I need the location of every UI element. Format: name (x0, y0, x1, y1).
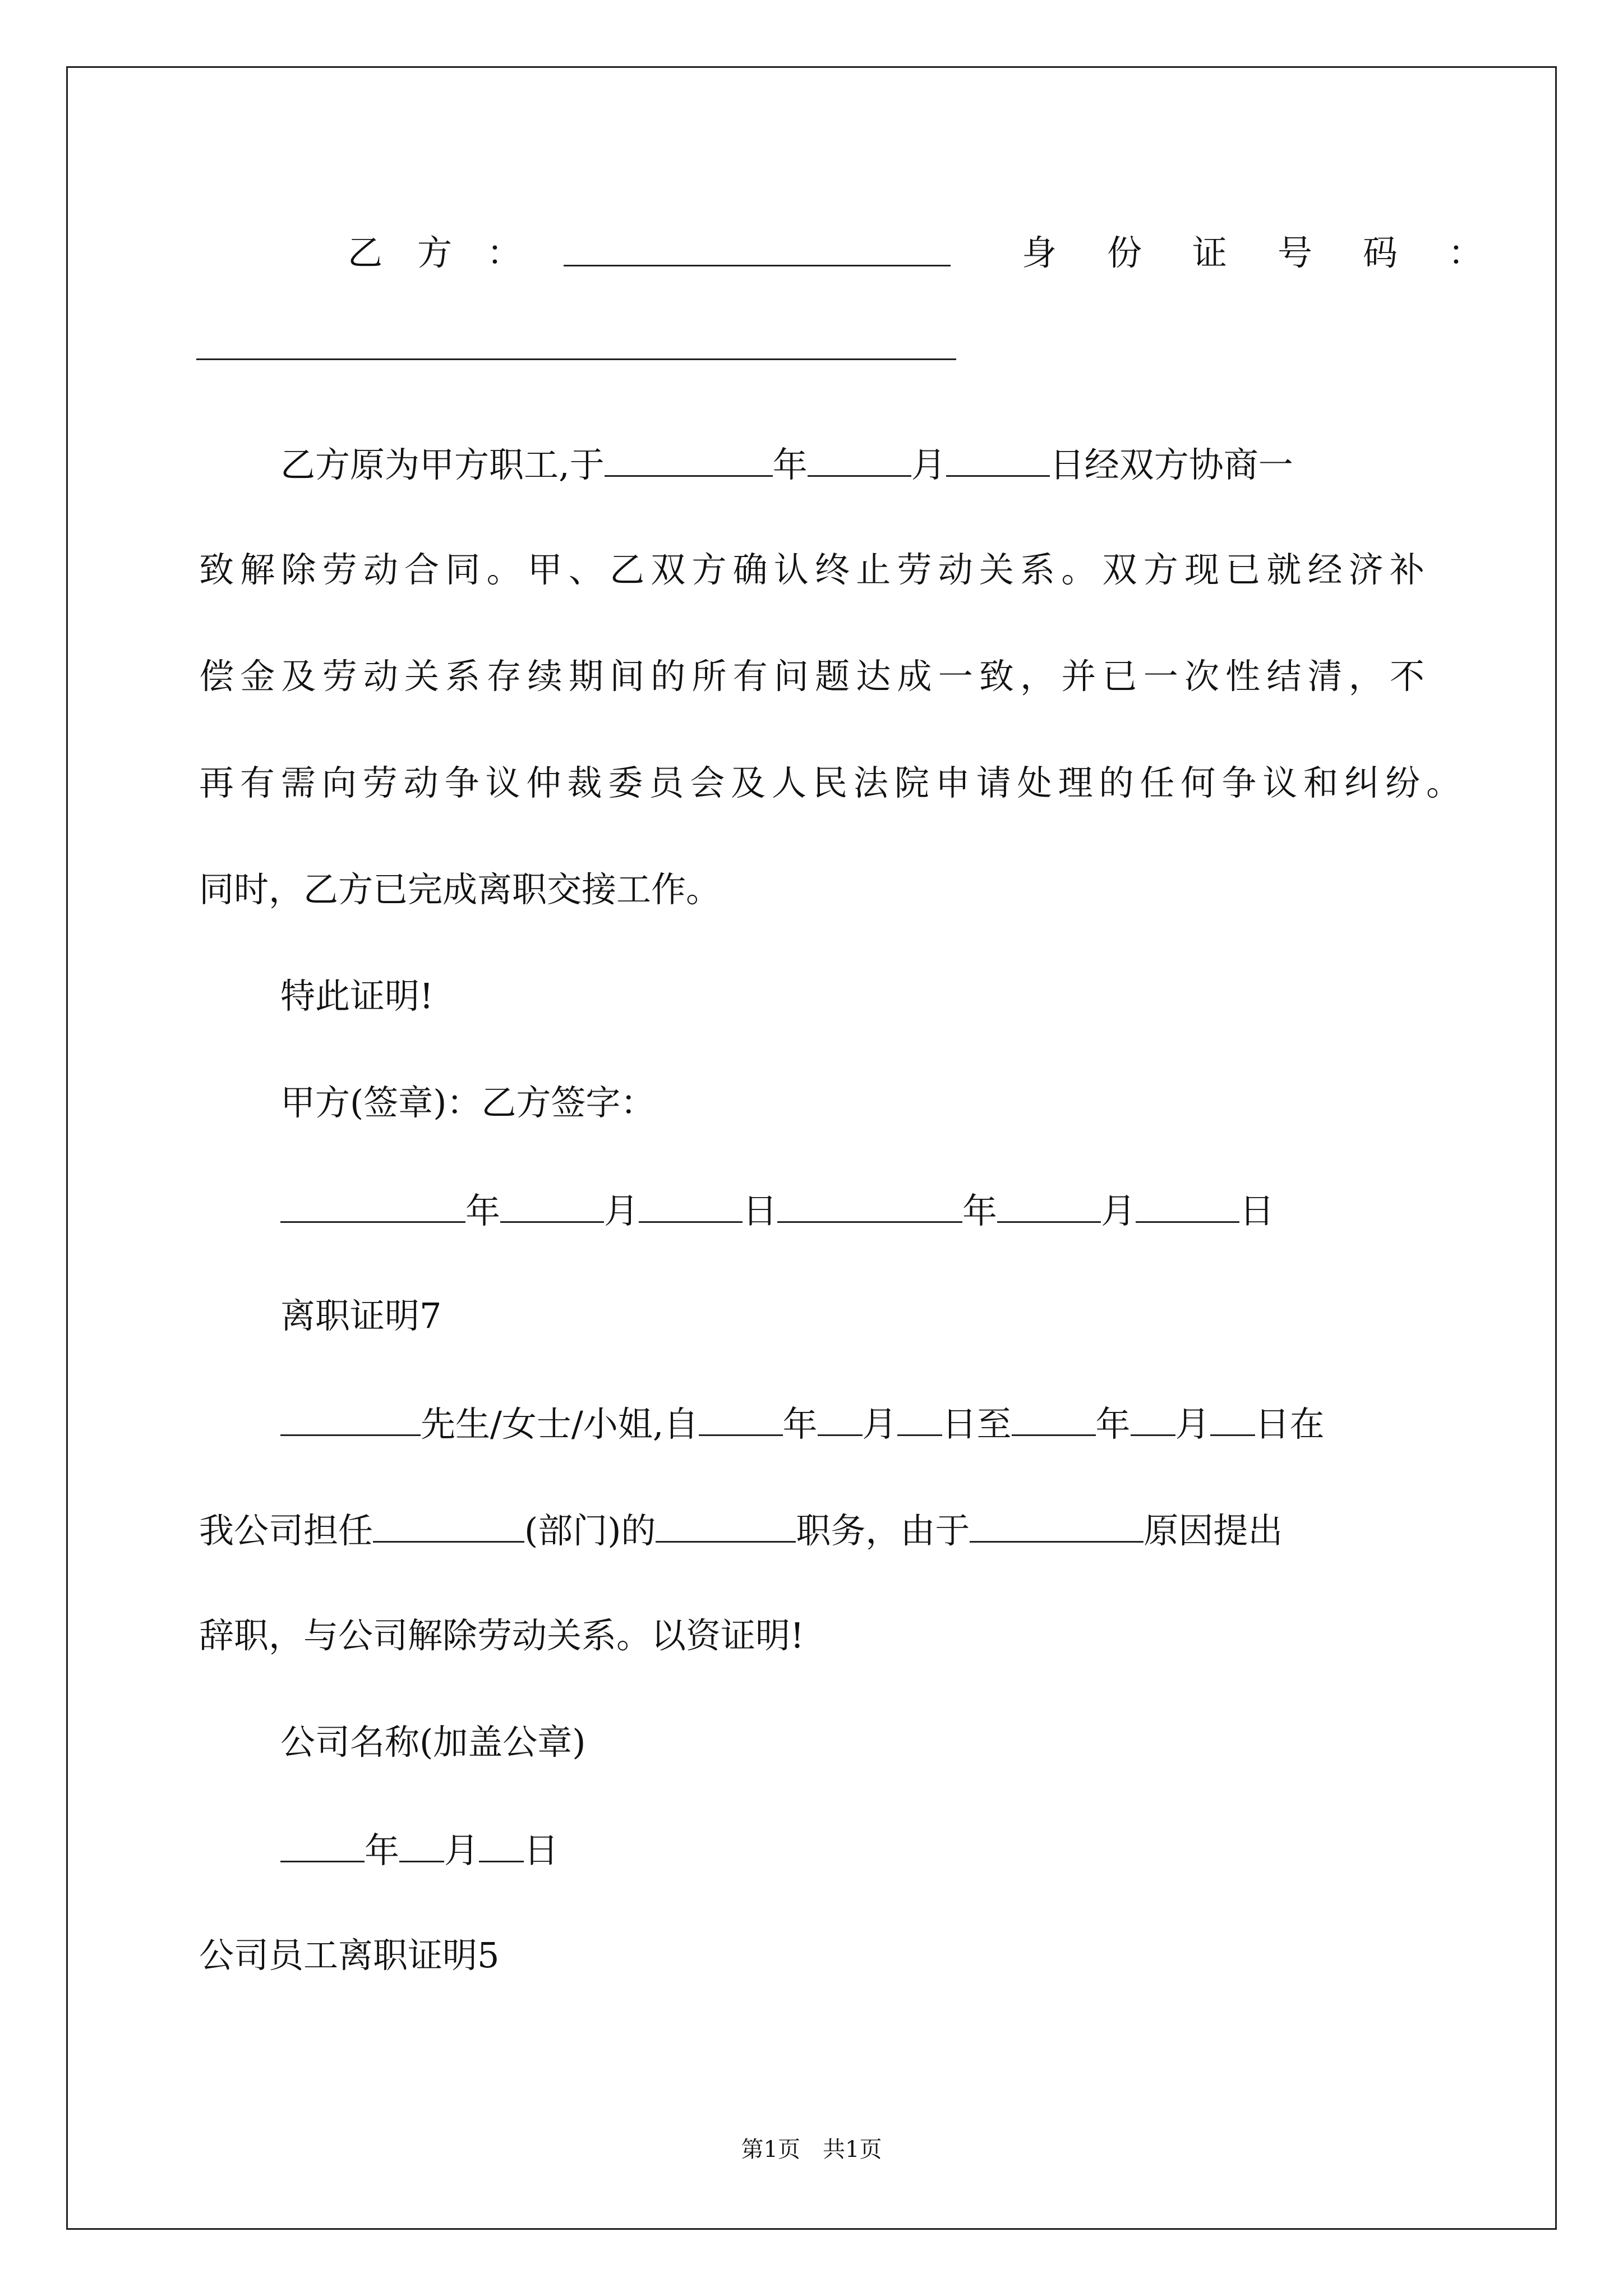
date2-day-blank[interactable] (479, 1832, 524, 1862)
from-month-blank[interactable] (818, 1405, 863, 1436)
para2-k: 原因提出 (1144, 1510, 1283, 1551)
date-month-1-blank[interactable] (500, 1192, 604, 1223)
to-day-blank[interactable] (1210, 1405, 1255, 1436)
para2-d: 日至 (942, 1404, 1012, 1444)
company-name-label: 公司名称(加盖公章) (280, 1722, 586, 1763)
date-day-1-blank[interactable] (639, 1192, 743, 1223)
date-month-1: 月 (604, 1190, 639, 1231)
party-b-blank[interactable] (564, 236, 951, 272)
para1-text-d: 日经双方协商一 (1049, 444, 1293, 485)
para2-i: (部门)的 (524, 1510, 656, 1551)
para2-f: 月 (1175, 1404, 1210, 1444)
id-number-blank[interactable] (196, 331, 956, 366)
date2-month-blank[interactable] (399, 1832, 444, 1862)
from-day-blank[interactable] (897, 1405, 942, 1436)
party-b-label: 乙 方 ： (348, 232, 522, 273)
paragraph-2-line-2 (199, 1510, 1283, 1551)
department-blank[interactable] (373, 1512, 524, 1543)
date-month-2-blank[interactable] (997, 1192, 1101, 1223)
reason-blank[interactable] (970, 1512, 1144, 1543)
paragraph-2-line-3: 辞职，与公司解除劳动关系。以资证明! (199, 1615, 804, 1656)
signature-labels: 甲方(签章)：乙方签字： (280, 1082, 656, 1123)
page-footer: 第1页 共1页 (741, 2137, 882, 2162)
date-year-2-blank[interactable] (777, 1192, 962, 1223)
para1-month: 月 (911, 444, 946, 485)
date-year-1: 年 (465, 1190, 501, 1231)
section-7-title: 离职证明7 (280, 1295, 442, 1336)
party-b-line (348, 232, 522, 273)
para2-e: 年 (1095, 1404, 1131, 1444)
date-row-2 (280, 1830, 559, 1871)
para2-a: 先生/女士/小姐,自 (421, 1404, 699, 1444)
name-blank[interactable] (280, 1405, 421, 1436)
para1-text-a: 乙方原为甲方职工,于 (280, 444, 605, 485)
day-blank[interactable] (946, 446, 1050, 477)
id-number-label: 身 份 证 号 码 ： (1022, 232, 1491, 273)
date-month-2: 月 (1101, 1190, 1136, 1231)
date2-year: 年 (365, 1830, 400, 1871)
date-year-2: 年 (962, 1190, 998, 1231)
month-blank[interactable] (808, 446, 911, 477)
date-day-2-blank[interactable] (1136, 1192, 1239, 1223)
position-blank[interactable] (656, 1512, 796, 1543)
para2-h: 我公司担任 (199, 1510, 374, 1551)
date2-month: 月 (444, 1830, 479, 1871)
to-month-blank[interactable] (1131, 1405, 1175, 1436)
paragraph-2-line-1 (280, 1405, 1325, 1442)
date-day-1: 日 (743, 1190, 778, 1231)
para2-g: 日在 (1255, 1404, 1325, 1444)
date2-day: 日 (524, 1830, 559, 1871)
para2-c: 月 (862, 1404, 897, 1444)
paragraph-1-line-4: 再有需向劳动争议仲裁委员会及人民法院申请处理的任何争议和纠纷。 (199, 762, 1461, 803)
date-row (280, 1190, 1275, 1231)
date-year-1-blank[interactable] (280, 1192, 465, 1223)
date-day-2: 日 (1239, 1190, 1275, 1231)
to-year-blank[interactable] (1012, 1405, 1096, 1436)
page-border (66, 66, 1557, 2230)
paragraph-1-line-3: 偿金及劳动关系存续期间的所有问题达成一致，并已一次性结清，不 (199, 656, 1424, 697)
paragraph-1-line-2: 致解除劳动合同。甲、乙双方确认终止劳动关系。双方现已就经济补 (199, 549, 1424, 590)
date2-year-blank[interactable] (280, 1832, 365, 1862)
paragraph-1-line-1 (280, 444, 1293, 485)
certify-text: 特此证明! (280, 976, 434, 1016)
from-year-blank[interactable] (699, 1405, 783, 1436)
para1-year: 年 (772, 444, 808, 485)
section-5-title: 公司员工离职证明5 (199, 1935, 500, 1976)
year-blank[interactable] (605, 446, 773, 477)
paragraph-1-line-5: 同时，乙方已完成离职交接工作。 (199, 869, 721, 910)
para2-j: 职务，由于 (796, 1510, 970, 1551)
para2-b: 年 (782, 1404, 818, 1444)
